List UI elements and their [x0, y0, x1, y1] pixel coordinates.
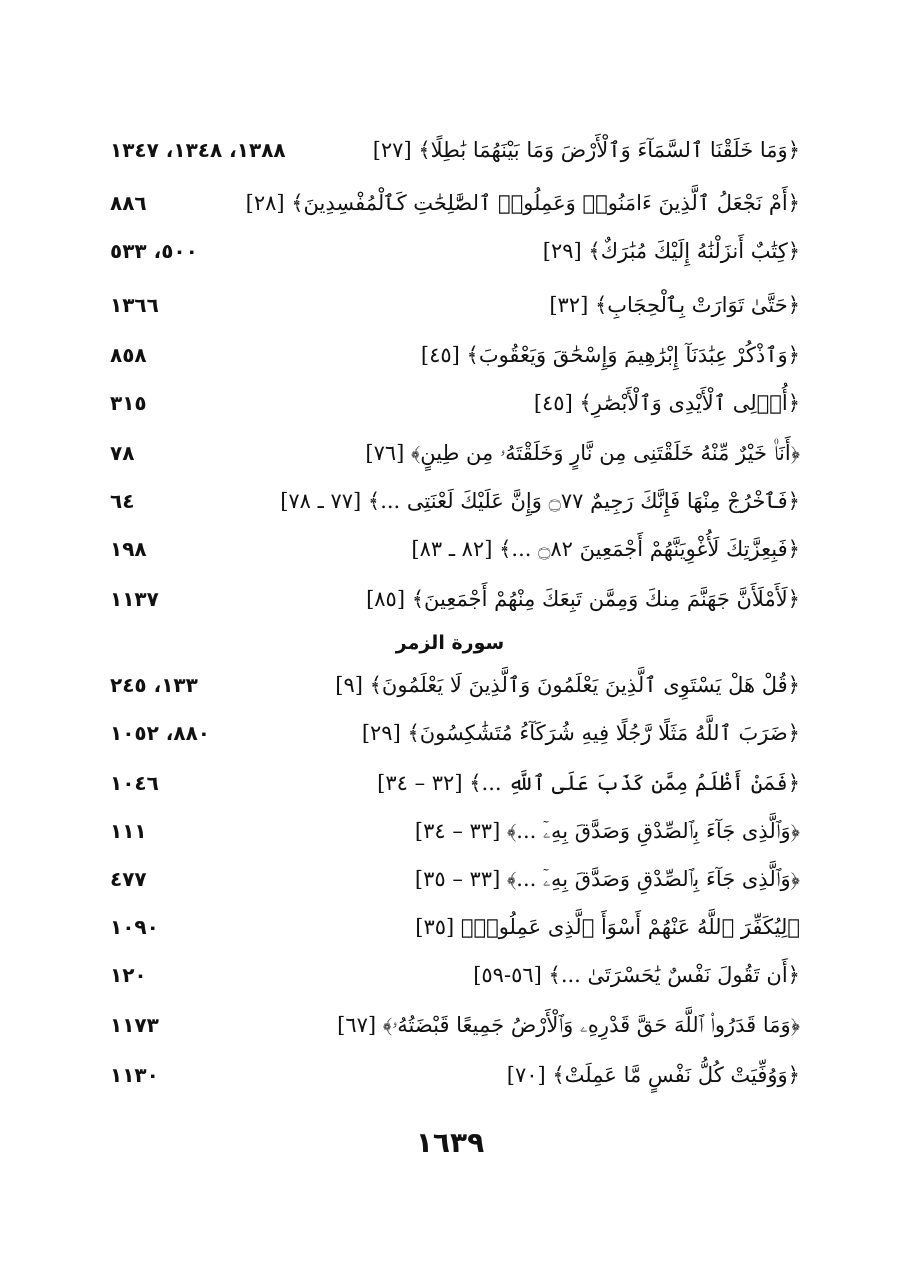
verse-text: ﴿كِتَٰبٌ أَنزَلْنَٰهُ إِلَيْكَ مُبَٰرَكٌ﴾ [٢٩] — [542, 239, 800, 263]
page-references: ٨٨٦ — [110, 191, 147, 215]
page-references: ٦٤ — [110, 489, 135, 513]
index-entry — [110, 1008, 800, 1042]
index-entry — [110, 234, 800, 268]
index-entry — [110, 1058, 800, 1092]
verse-text: ﴿قُلْ هَلْ يَسْتَوِى ٱلَّذِينَ يَعْلَمُونَ وَٱلَّذِينَ لَا يَعْلَمُونَ﴾ [٩] — [335, 673, 800, 697]
page-number: ١٦٣٩ — [415, 1126, 485, 1159]
verse-text: ﴿وَمَا قَدَرُوا۟ ٱللَّهَ حَقَّ قَدْرِهِۦ وَٱلْأَرْضُ جَمِيعًا قَبْضَتُهُۥ﴾ [٦٧] — [337, 1012, 800, 1037]
page-references: ١٠٩٠ — [110, 915, 159, 939]
verse-text: ﴿وَمَا خَلَقْنَا ٱلسَّمَآءَ وَٱلْأَرْضَ وَمَا بَيْنَهُمَا بَٰطِلًا﴾ [٢٧] — [372, 138, 800, 162]
page-references: ١٩٨ — [110, 537, 147, 561]
verse-text: ﴿لِيُكَفِّرَ ٱللَّهُ عَنْهُمْ أَسْوَأَ ٱلَّذِى عَمِلُوا۟﴾ [٣٥] — [415, 915, 800, 939]
page-references: ١٢٠ — [110, 963, 147, 987]
verse-text: ﴿ضَرَبَ ٱللَّهُ مَثَلًا رَّجُلًا فِيهِ شُرَكَآءُ مُتَشَٰكِسُونَ﴾ [٢٩] — [361, 721, 800, 745]
verse-text: ﴿حَتَّىٰ تَوَارَتْ بِٱلْحِجَابِ﴾ [٣٢] — [549, 293, 800, 317]
page-references: ٧٨ — [110, 441, 135, 465]
index-entry — [110, 484, 800, 518]
page-references: ٣١٥ — [110, 391, 147, 415]
page-references: ٨٨٠، ١٠٥٢ — [110, 721, 211, 745]
page-references: ١١٣٧ — [110, 587, 159, 611]
index-entry — [110, 958, 800, 992]
page-references: ٤٧٧ — [110, 867, 147, 891]
index-entry — [110, 186, 800, 220]
verse-text: ﴿لَأَمْلَأَنَّ جَهَنَّمَ مِنكَ وَمِمَّن تَبِعَكَ مِنْهُمْ أَجْمَعِينَ﴾ [٨٥] — [366, 587, 800, 611]
page-references: ١١٧٣ — [110, 1013, 159, 1037]
verse-text: ﴿فَبِعِزَّتِكَ لَأُغْوِيَنَّهُمْ أَجْمَعِينَ ۝٨٢ ...﴾ [٨٢ ـ ٨٣] — [411, 537, 800, 561]
page-references: ١٣٣، ٢٤٥ — [110, 673, 198, 697]
index-entry — [110, 532, 800, 566]
index-entry — [110, 582, 800, 616]
page-references: ٨٥٨ — [110, 343, 147, 367]
verse-text: ﴿وَٱلَّذِى جَآءَ بِٱلصِّدْقِ وَصَدَّقَ بِهِۦٓ ...﴾ [٣٣ – ٣٤] — [414, 818, 800, 843]
verse-text: ﴿وَٱلَّذِى جَآءَ بِٱلصِّدْقِ وَصَدَّقَ بِهِۦٓ ...﴾ [٣٣ – ٣٥] — [414, 866, 800, 891]
verse-text: ﴿أَنَا۠ خَيْرٌ مِّنْهُ خَلَقْتَنِى مِن نَّارٍ وَخَلَقْتَهُۥ مِن طِينٍ﴾ [٧٦] — [365, 440, 800, 465]
index-entry — [110, 862, 800, 896]
surah-heading: سورة الزمر — [395, 632, 505, 654]
index-entry — [110, 436, 800, 470]
index-entry — [110, 386, 800, 420]
index-entry — [110, 338, 800, 372]
verse-text: ﴿أَن تَقُولَ نَفْسٌ يَٰحَسْرَتَىٰ ...﴾ [٥٦-٥٩] — [473, 963, 800, 987]
verse-text: ﴿أُو۟لِى ٱلْأَيْدِى وَٱلْأَبْصَٰرِ﴾ [٤٥] — [533, 391, 800, 415]
page-references: ٥٠٠، ٥٣٣ — [110, 239, 198, 263]
verse-text: ﴿وَٱذْكُرْ عِبَٰدَنَآ إِبْرَٰهِيمَ وَإِسْحَٰقَ وَيَعْقُوبَ﴾ [٤٥] — [420, 343, 800, 367]
verse-text: ﴿أَمْ نَجْعَلُ ٱلَّذِينَ ءَامَنُوا۟ وَعَمِلُوا۟ ٱلصَّٰلِحَٰتِ كَٱلْمُفْسِدِينَ﴾ [٢٨] — [245, 191, 800, 215]
index-entry — [110, 288, 800, 322]
index-entry — [110, 814, 800, 848]
index-entry — [110, 766, 800, 800]
page-references: ١١٣٠ — [110, 1063, 159, 1087]
verse-text: ﴿فَٱخْرُجْ مِنْهَا فَإِنَّكَ رَجِيمٌ ۝٧٧ وَإِنَّ عَلَيْكَ لَعْنَتِى ...﴾ [٧٧ ـ ٧٨] — [280, 489, 800, 513]
page-references: ١٣٨٨، ١٣٤٨، ١٣٤٧ — [110, 138, 286, 162]
index-entry — [110, 668, 800, 702]
index-entry — [110, 910, 800, 944]
index-entry — [110, 716, 800, 750]
page-references: ١٠٤٦ — [110, 771, 159, 795]
verse-text: ﴿فَمَنْ أَظْلَمُ مِمَّن كَذَبَ عَلَى ٱللَّهِ ...﴾ [٣٢ – ٣٤] — [377, 771, 800, 795]
index-entry — [110, 133, 800, 167]
verse-text: ﴿وَوُفِّيَتْ كُلُّ نَفْسٍ مَّا عَمِلَتْ﴾ [٧٠] — [506, 1063, 800, 1087]
page-references: ١١١ — [110, 819, 147, 843]
page-references: ١٣٦٦ — [110, 293, 159, 317]
